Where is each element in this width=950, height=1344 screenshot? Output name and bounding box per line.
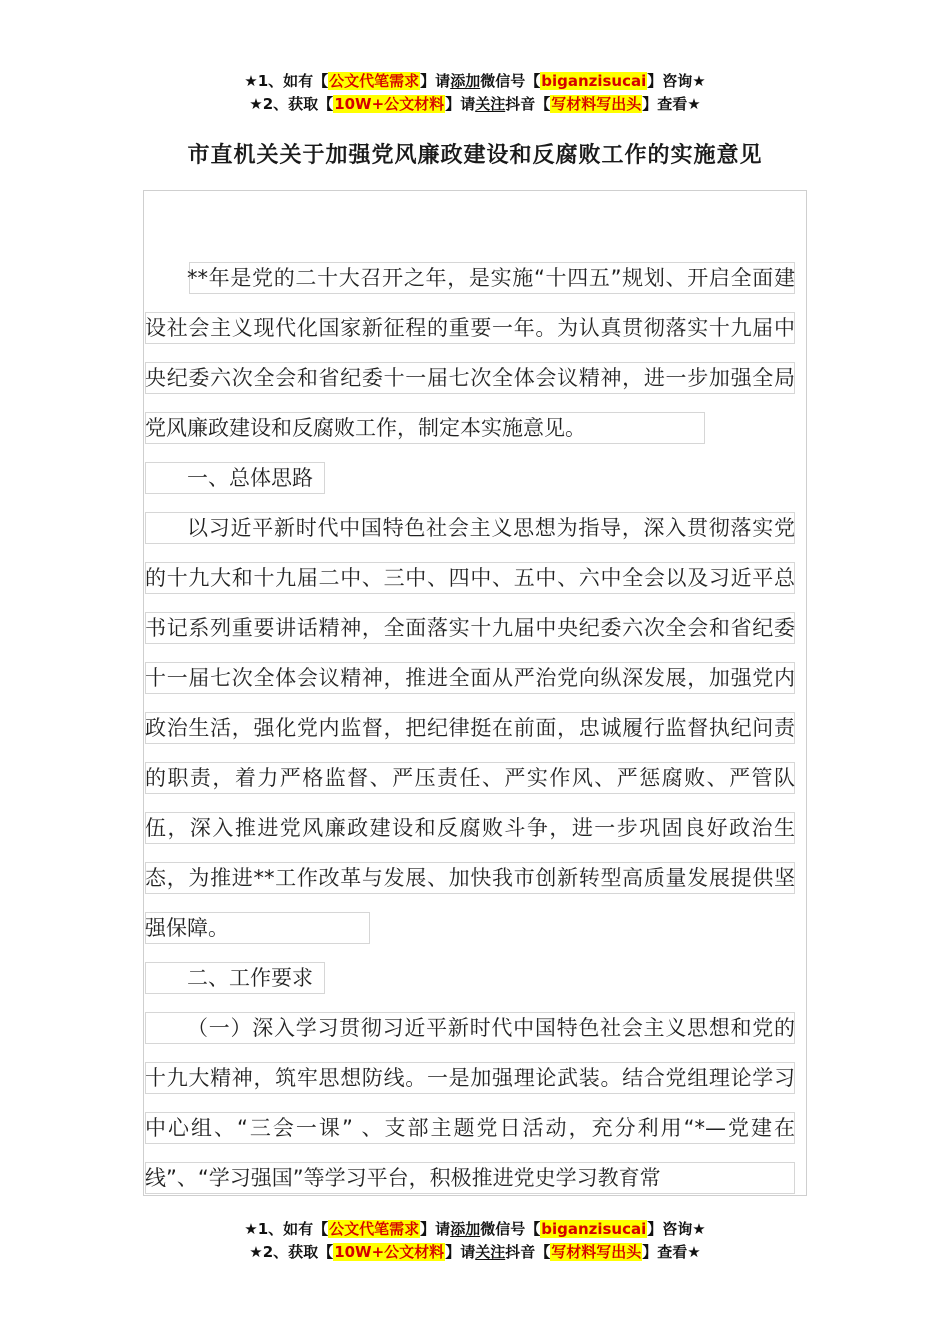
promo-text: 抖音【 xyxy=(505,95,551,113)
paragraph-requirement-1: （一）深入学习贯彻习近平新时代中国特色社会主义思想和党的十九大精神，筑牢思想防线。一是加强理论武装。结合党组理论学习中心组、“三会一课” 、支部主题党日活动，充分利用“*—党建在线”、“学习强国”等学习平台，积极推进党史学习教育常 xyxy=(145,1016,795,1190)
promo-underlined: 添加 xyxy=(450,1220,481,1238)
promo-text: 】请 xyxy=(420,1220,451,1238)
promo-line-2 xyxy=(0,93,950,116)
promo-highlight: 10W+公文材料 xyxy=(334,95,445,113)
promo-highlight: 公文代笔需求 xyxy=(329,72,420,90)
star-icon: ★ xyxy=(244,1220,258,1238)
promo-text: 2、获取【 xyxy=(262,1243,334,1261)
promo-underlined: 关注 xyxy=(475,95,506,113)
promo-banner-top xyxy=(0,70,950,116)
promo-highlight: biganzisucai xyxy=(541,72,647,90)
promo-underlined: 添加 xyxy=(450,72,481,90)
promo-text: 2、获取【 xyxy=(262,95,334,113)
promo-text: 】请 xyxy=(445,1243,476,1261)
promo-text: 微信号【 xyxy=(480,72,541,90)
paragraph-overall-approach: 以习近平新时代中国特色社会主义思想为指导，深入贯彻落实党的十九大和十九届二中、三中、四中、五中、六中全会以及习近平总书记系列重要讲话精神，全面落实十九届中央纪委六次全会和省纪委十一届七次全体会议精神，推进全面从严治党向纵深发展，加强党内政治生活，强化党内监督，把纪律挺在前面，忠诚履行监督执纪问责的职责，着力严格监督、严压责任、严实作风、严惩腐败、严管队伍，深入推进党风廉政建设和反腐败斗争，进一步巩固良好政治生态，为推进**工作改革与发展、加快我市创新转型高质量发展提供坚强保障。 xyxy=(145,516,795,940)
promo-highlight: 公文代笔需求 xyxy=(329,1220,420,1238)
promo-text: 】查看★ xyxy=(642,95,701,113)
promo-highlight: 10W+公文材料 xyxy=(334,1243,445,1261)
promo-text: 】咨询★ xyxy=(647,72,706,90)
promo-text: 1、如有【 xyxy=(257,72,329,90)
star-icon: ★ xyxy=(249,95,263,113)
promo-line-1 xyxy=(0,1218,950,1241)
promo-text: 】咨询★ xyxy=(647,1220,706,1238)
document-body xyxy=(145,253,795,1203)
star-icon: ★ xyxy=(244,72,258,90)
promo-line-2 xyxy=(0,1241,950,1264)
promo-text: 】查看★ xyxy=(642,1243,701,1261)
promo-highlight: 写材料写出头 xyxy=(551,1243,642,1261)
promo-line-1 xyxy=(0,70,950,93)
promo-banner-bottom xyxy=(0,1218,950,1264)
promo-text: 微信号【 xyxy=(480,1220,541,1238)
section-heading-2: 二、工作要求 xyxy=(187,966,313,990)
star-icon: ★ xyxy=(249,1243,263,1261)
promo-highlight: biganzisucai xyxy=(541,1220,647,1238)
promo-text: 】请 xyxy=(420,72,451,90)
document-title: 市直机关关于加强党风廉政建设和反腐败工作的实施意见 xyxy=(187,143,763,168)
paragraph-intro: **年是党的二十大召开之年，是实施“十四五”规划、开启全面建设社会主义现代化国家新征程的重要一年。为认真贯彻落实十九届中央纪委六次全会和省纪委十一届七次全体会议精神，进一步加强全局党风廉政建设和反腐败工作，制定本实施意见。 xyxy=(145,266,795,440)
promo-text: 】请 xyxy=(445,95,476,113)
promo-text: 1、如有【 xyxy=(257,1220,329,1238)
section-heading-1: 一、总体思路 xyxy=(187,466,313,490)
promo-underlined: 关注 xyxy=(475,1243,506,1261)
promo-highlight: 写材料写出头 xyxy=(551,95,642,113)
promo-text: 抖音【 xyxy=(505,1243,551,1261)
